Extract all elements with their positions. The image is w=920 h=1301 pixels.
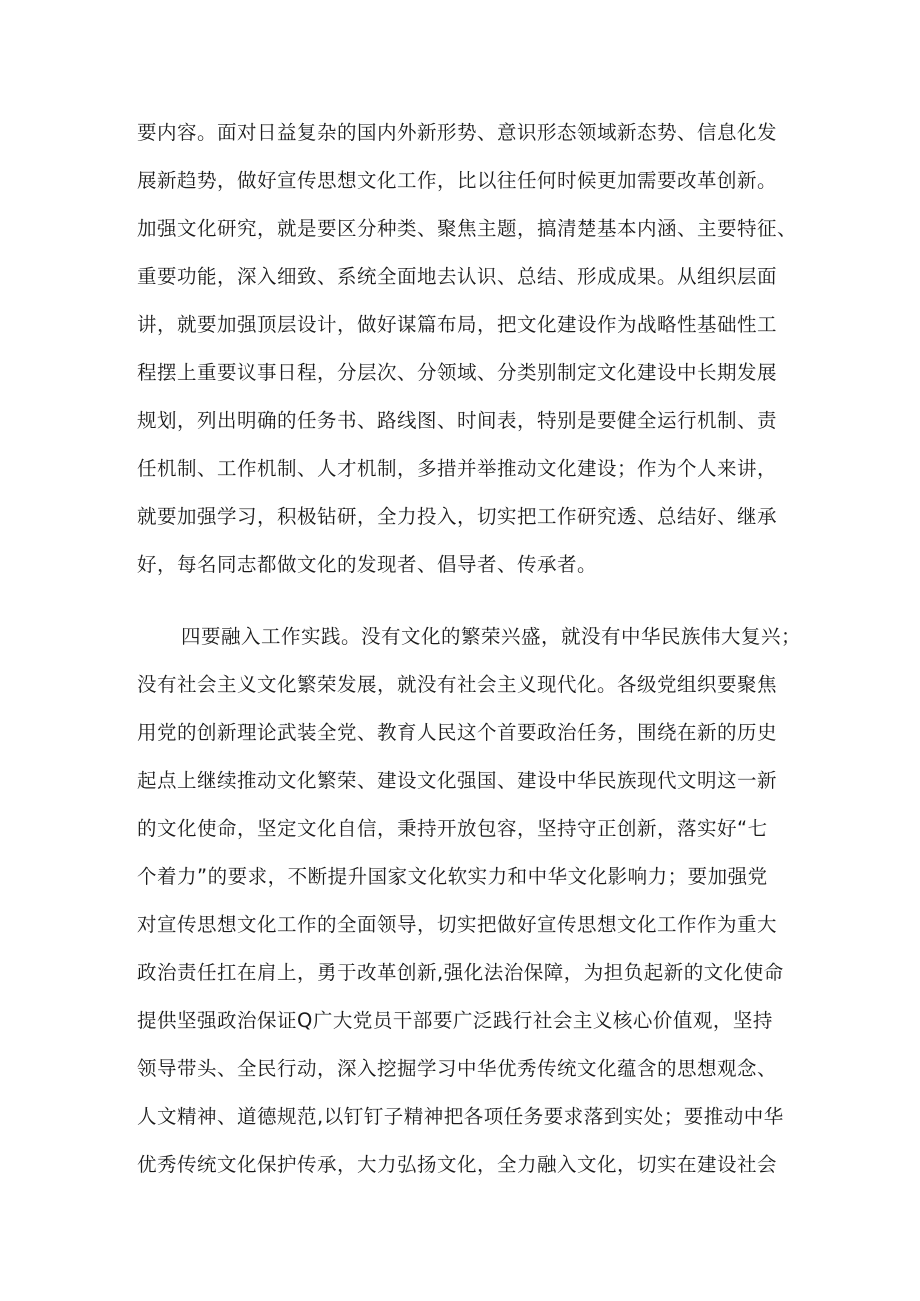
paragraph-line: 对宣传思想文化工作的全面领导，切实把做好宣传思想文化工作作为重大 [137, 913, 778, 936]
paragraph-line: 任机制、工作机制、人才机制，多措并举推动文化建设；作为个人来讲， [137, 457, 778, 480]
paragraph-line: 规划，列出明确的任务书、路线图、时间表，特别是要健全运行机制、责 [137, 409, 778, 432]
paragraph-line: 优秀传统文化保护传承，大力弘扬文化，全力融入文化，切实在建设社会 [137, 1153, 778, 1176]
paragraph-line: 起点上继续推动文化繁荣、建设文化强国、建设中华民族现代文明这一新 [137, 769, 778, 792]
paragraph-line: 讲，就要加强顶层设计，做好谋篇布局，把文化建设作为战略性基础性工 [137, 313, 778, 336]
paragraph-line: 个着力”的要求，不断提升国家文化软实力和中华文化影响力；要加强党 [137, 865, 768, 888]
paragraph-first-line: 四要融入工作实践。没有文化的繁荣兴盛，就没有中华民族伟大复兴； [181, 625, 802, 648]
paragraph-line: 好，每名同志都做文化的发现者、倡导者、传承者。 [137, 553, 598, 576]
paragraph-line: 就要加强学习，积极钻研，全力投入，切实把工作研究透、总结好、继承 [137, 505, 778, 528]
paragraph-line: 没有社会主义文化繁荣发展，就没有社会主义现代化。各级党组织要聚焦 [137, 673, 778, 696]
paragraph-line: 政治责任扛在肩上，勇于改革创新,强化法治保障，为担负起新的文化使命 [137, 961, 784, 984]
paragraph-line: 提供坚强政治保证Q广大党员干部要广泛践行社会主义核心价值观，坚持 [137, 1009, 773, 1032]
paragraph-line: 程摆上重要议事日程，分层次、分领域、分类别制定文化建设中长期发展 [137, 361, 778, 384]
paragraph-line: 要内容。面对日益复杂的国内外新形势、意识形态领域新态势、信息化发 [137, 121, 778, 144]
paragraph-line: 人文精神、道德规范,以钉钉子精神把各项任务要求落到实处；要推动中华 [137, 1105, 784, 1128]
paragraph-line: 的文化使命，坚定文化自信，秉持开放包容，坚持守正创新，落实好“七 [137, 817, 768, 840]
paragraph-line: 领导带头、全民行动，深入挖掘学习中华优秀传统文化蕴含的思想观念、 [137, 1057, 778, 1080]
paragraph-line: 用党的创新理论武装全党、教育人民这个首要政治任务，围绕在新的历史 [137, 721, 778, 744]
paragraph-line: 加强文化研究，就是要区分种类、聚焦主题，搞清楚基本内涵、主要特征、 [137, 217, 798, 240]
paragraph-line: 重要功能，深入细致、系统全面地去认识、总结、形成成果。从组织层面 [137, 265, 778, 288]
paragraph-line: 展新趋势，做好宣传思想文化工作，比以往任何时候更加需要改革创新。 [137, 169, 778, 192]
